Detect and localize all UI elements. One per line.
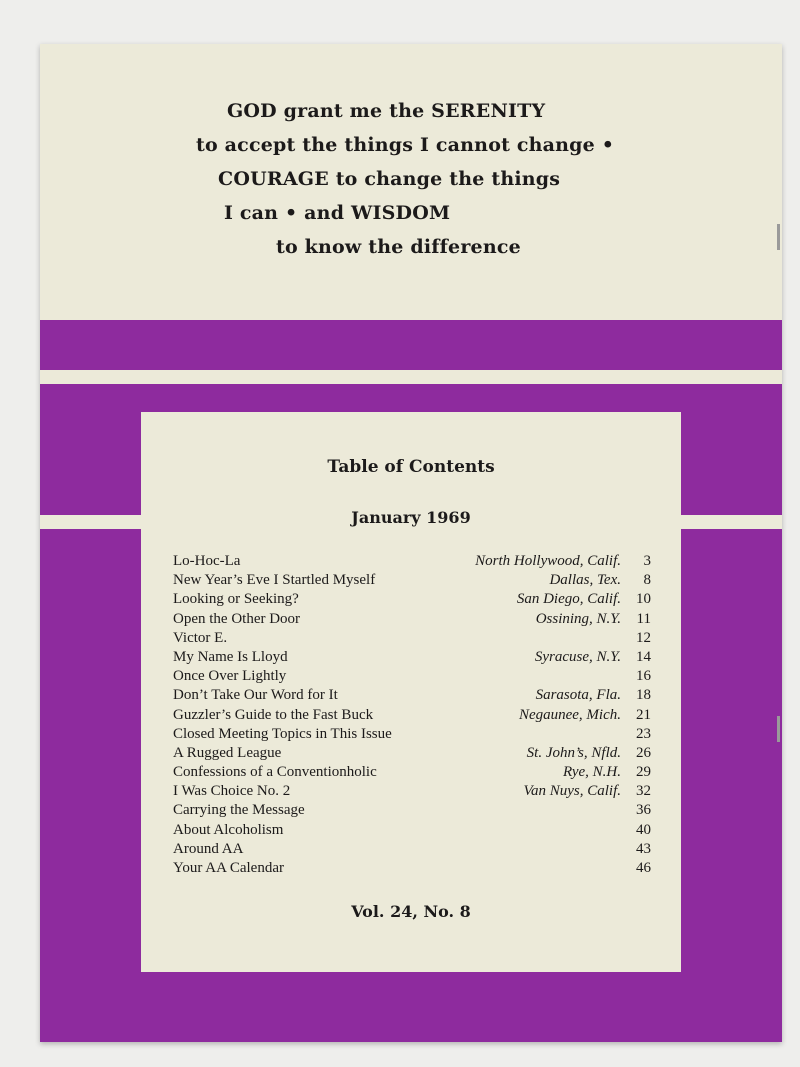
entry-location: St. John’s, Nfld.	[526, 744, 621, 761]
table-of-contents-panel	[141, 412, 681, 972]
entry-page: 26	[636, 744, 651, 761]
entry-title: Your AA Calendar	[173, 860, 284, 876]
toc-entry	[173, 706, 651, 725]
toc-entry	[173, 744, 651, 763]
staple	[777, 224, 780, 250]
toc-entry	[173, 782, 651, 801]
toc-entry	[173, 859, 651, 878]
entry-title: Looking or Seeking?	[173, 591, 299, 608]
toc-entry	[173, 552, 651, 571]
volume-number: Vol. 24, No. 8	[351, 902, 471, 921]
toc-list	[173, 552, 651, 878]
toc-heading: Table of Contents	[327, 457, 495, 477]
entry-title: About Alcoholism	[173, 821, 284, 838]
toc-entry	[173, 610, 651, 629]
issue-date: January 1969	[351, 508, 471, 527]
toc-entry	[173, 840, 651, 859]
serenity-prayer-panel	[40, 44, 782, 320]
entry-page: 18	[636, 687, 651, 704]
entry-location: San Diego, Calif.	[516, 591, 621, 608]
entry-title: Around AA	[173, 840, 244, 857]
prayer-line-3: COURAGE to change the things	[218, 168, 561, 190]
entry-title: Don’t Take Our Word for It	[173, 687, 338, 704]
entry-location: North Hollywood, Calif.	[475, 553, 621, 569]
entry-page: 23	[636, 725, 651, 742]
prayer-line-1: GOD grant me the SERENITY	[227, 100, 546, 122]
entry-page: 40	[636, 821, 651, 838]
entry-location: Van Nuys, Calif.	[523, 783, 621, 800]
entry-title: Victor E.	[173, 629, 228, 646]
entry-title: My Name Is Lloyd	[173, 648, 288, 665]
entry-page: 29	[636, 764, 651, 781]
entry-location: Sarasota, Fla.	[535, 687, 621, 704]
entry-title: Confessions of a Conventionholic	[173, 764, 377, 781]
cream-stripe-upper	[40, 370, 782, 384]
toc-entry	[173, 571, 651, 590]
entry-page: 12	[636, 629, 651, 646]
entry-page: 21	[636, 706, 651, 723]
entry-title: I Was Choice No. 2	[173, 783, 291, 800]
entry-title: Open the Other Door	[173, 610, 301, 627]
toc-entry	[173, 821, 651, 840]
entry-page: 3	[643, 553, 651, 569]
toc-entry	[173, 648, 651, 667]
toc-entry	[173, 590, 651, 609]
entry-title: Lo-Hoc-La	[173, 553, 241, 569]
entry-location: Negaunee, Mich.	[518, 706, 621, 723]
magazine-back-cover	[40, 44, 782, 1042]
entry-title: Guzzler’s Guide to the Fast Buck	[173, 706, 374, 723]
toc-entry	[173, 763, 651, 782]
entry-location: Dallas, Tex.	[549, 572, 621, 589]
entry-page: 10	[636, 591, 651, 608]
entry-page: 32	[636, 783, 651, 800]
entry-title: Once Over Lightly	[173, 668, 287, 685]
toc-entry	[173, 667, 651, 686]
toc-entry	[173, 801, 651, 820]
entry-location: Ossining, N.Y.	[535, 610, 621, 627]
entry-location: Rye, N.H.	[562, 764, 621, 781]
entry-page: 11	[636, 610, 651, 627]
entry-location: Syracuse, N.Y.	[534, 648, 621, 665]
toc-entry	[173, 725, 651, 744]
entry-page: 36	[636, 802, 651, 819]
prayer-line-5: to know the difference	[276, 236, 521, 258]
entry-page: 14	[636, 648, 651, 665]
entry-page: 46	[636, 860, 651, 876]
entry-title: Carrying the Message	[173, 802, 305, 819]
entry-page: 8	[643, 572, 651, 589]
staple	[777, 716, 780, 742]
entry-page: 43	[636, 840, 651, 857]
toc-entry	[173, 686, 651, 705]
entry-title: New Year’s Eve I Startled Myself	[173, 572, 376, 589]
entry-page: 16	[636, 668, 651, 685]
entry-title: Closed Meeting Topics in This Issue	[173, 725, 392, 742]
toc-entry	[173, 629, 651, 648]
prayer-line-4: I can • and WISDOM	[224, 202, 451, 224]
prayer-line-2: to accept the things I cannot change •	[196, 134, 615, 156]
entry-title: A Rugged League	[173, 744, 282, 761]
